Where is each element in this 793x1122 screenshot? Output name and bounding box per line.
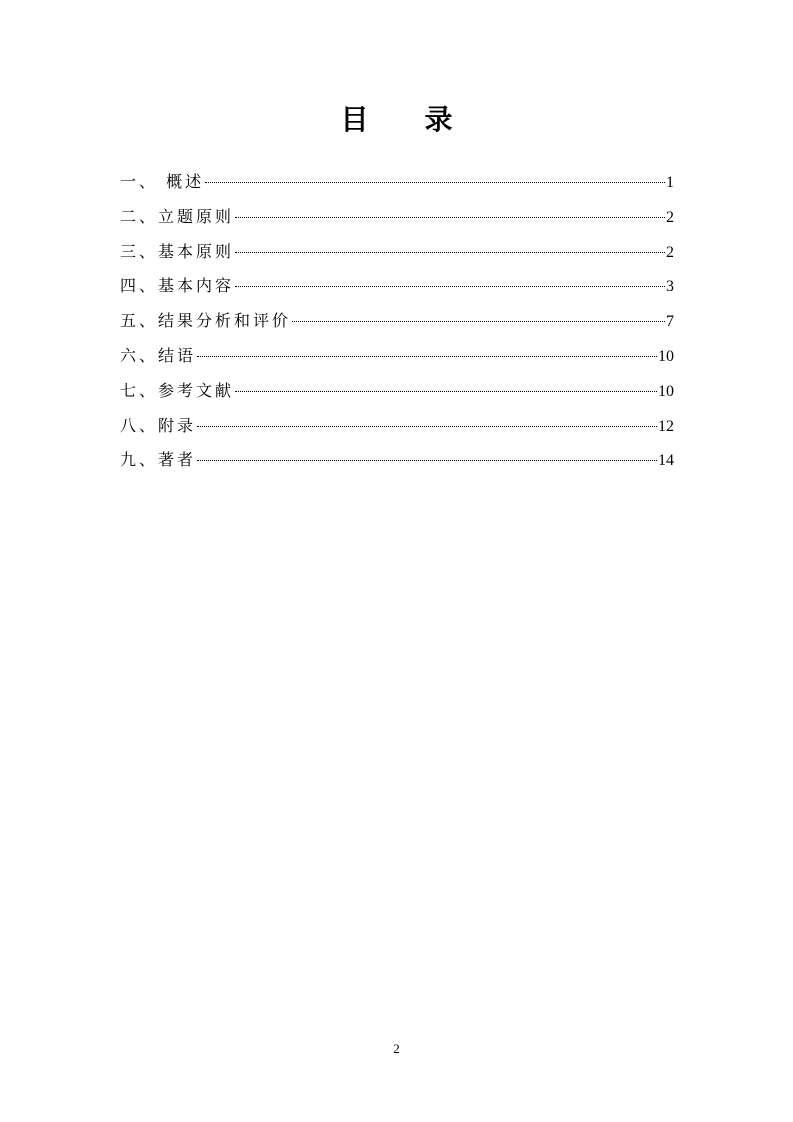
toc-entry-label: 六、结语	[120, 345, 197, 365]
page-title-char: 目	[340, 103, 369, 136]
toc-entry-page: 2	[666, 243, 674, 261]
toc-leader-dots	[197, 460, 657, 461]
toc-entry[interactable]	[120, 241, 674, 276]
toc-entry-label: 八、附录	[120, 415, 197, 435]
toc-leader-dots	[197, 356, 657, 357]
toc-entry-page: 3	[666, 278, 674, 296]
toc-entry-page: 7	[666, 313, 674, 331]
toc-entry[interactable]	[120, 449, 674, 484]
toc-entry[interactable]	[120, 310, 674, 345]
toc-entry[interactable]	[120, 206, 674, 241]
page-title	[0, 98, 793, 138]
toc-entry-label: 五、结果分析和评价	[120, 311, 292, 331]
toc-entry-page: 1	[666, 174, 674, 191]
toc-entry-label: 二、立题原则	[120, 206, 235, 226]
toc-entry[interactable]	[120, 345, 674, 380]
toc-entry-page: 14	[658, 452, 674, 470]
toc-entry-page: 10	[658, 347, 674, 365]
toc-entry-page: 2	[666, 208, 674, 226]
page-title-char: 录	[424, 103, 453, 136]
toc-entry[interactable]	[120, 275, 674, 310]
page-number: 2	[393, 1041, 400, 1056]
toc-leader-dots	[197, 426, 657, 427]
toc-entry-label: 九、著者	[120, 450, 197, 470]
toc-entry-label: 四、基本内容	[120, 276, 235, 296]
toc-leader-dots	[235, 217, 665, 218]
toc-entry-label: 一、 概述	[120, 172, 205, 191]
toc-entry[interactable]	[120, 415, 674, 450]
table-of-contents	[120, 171, 674, 484]
toc-leader-dots	[235, 391, 657, 392]
toc-entry[interactable]	[120, 171, 674, 206]
toc-entry-label: 七、参考文献	[120, 380, 235, 400]
toc-leader-dots	[292, 321, 665, 322]
toc-leader-dots	[235, 286, 665, 287]
toc-entry-page: 12	[658, 417, 674, 435]
toc-leader-dots	[235, 252, 665, 253]
toc-entry[interactable]	[120, 380, 674, 415]
toc-leader-dots	[205, 182, 665, 183]
toc-entry-page: 10	[658, 382, 674, 400]
toc-entry-label: 三、基本原则	[120, 241, 235, 261]
